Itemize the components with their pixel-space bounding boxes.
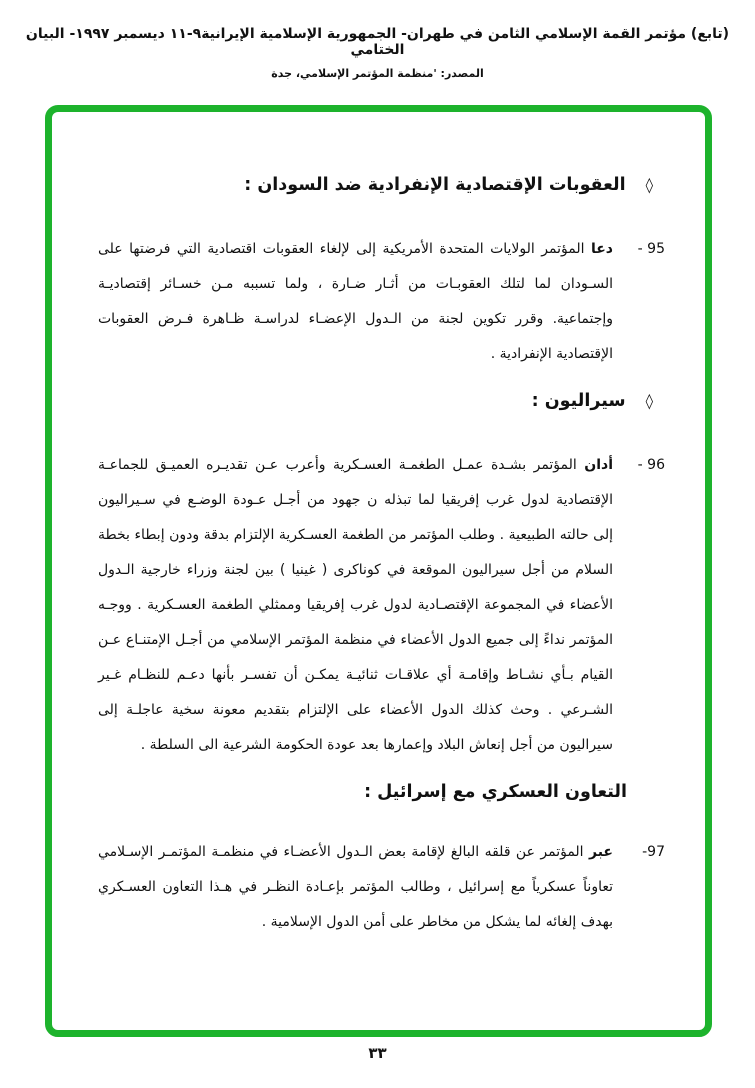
paragraph-line: السلام من أجل سيراليون الموقعة في كوناكرى ( غينيا ) بين لجنة وزراء خارجية الـدول: [98, 562, 613, 578]
paragraph-line: المؤتمر نداءً إلى جميع الدول الأعضاء في منظمة المؤتمر الإسلامي من أجـل الإمتنـاع عـن: [98, 632, 613, 648]
paragraph: [98, 448, 665, 763]
content-border-box: [45, 105, 712, 1037]
section: [98, 388, 665, 763]
paragraph-lead-word: عبر: [589, 844, 613, 860]
diamond-bullet-icon: ◊: [645, 392, 653, 410]
paragraph-line: بهدف إلغائه لما يشكل من مخاطر على أمن الدول الإسلامية .: [261, 914, 613, 930]
paragraph-line: دعا المؤتمر الولايات المتحدة الأمريكية إلى لإلغاء العقوبات اقتصادية التي فرضتها على: [98, 241, 613, 257]
section-heading: [98, 388, 653, 414]
paragraph-number: 97-: [642, 844, 665, 860]
paragraph-lines: [98, 448, 613, 763]
paragraph-line: سيراليون من أجل إنعاش البلاد وإعمارها بعد عودة الحكومة الشرعية الى السلطة .: [140, 737, 613, 753]
page-number: ٣٣: [368, 1044, 387, 1062]
header-title: (تابع) مؤتمر القمة الإسلامي الثامن في طهران- الجمهورية الإسلامية الإيرانية٩-١١ ديسمبر ١٩٩٧- البيان الختامي: [25, 26, 730, 58]
paragraph-line: الإقتصادية الإنفرادية .: [490, 346, 613, 362]
section-paragraphs: [98, 448, 665, 763]
paragraph: [98, 835, 665, 940]
paragraph-line: إلى حالته الطبيعية . وطلب المؤتمر من الطغمة العسـكرية الإلتزام بدقة ودون إبطاء بخطة: [98, 527, 613, 543]
paragraph-line: الشـرعي . وحث كذلك الدول الأعضاء على الإلتزام بتقديم معونة سخية عاجلـة إلى: [98, 702, 613, 718]
sections: [52, 112, 705, 940]
section-heading-text: العقوبات الإقتصادية الإنفرادية ضد السودان :: [244, 175, 626, 195]
section-heading: [98, 172, 653, 198]
section: [98, 779, 665, 940]
paragraph-line: أدان المؤتمر بشـدة عمـل الطغمـة العسـكرية وأعرب عـن تقديـره العميـق للجماعـة: [98, 457, 613, 473]
section: [98, 172, 665, 372]
section-heading: [98, 779, 653, 805]
section-heading-text: التعاون العسكري مع إسرائيل :: [364, 782, 627, 802]
paragraph-number: 95 -: [637, 241, 665, 257]
paragraph-line: وإجتماعية. وقرر تكوين لجنة من الـدول الإعضـاء لدراسـة ظـاهرة فـرض العقوبات: [98, 311, 613, 327]
diamond-bullet-icon: ◊: [645, 176, 653, 194]
paragraph-lines: [98, 232, 613, 372]
paragraph: [98, 232, 665, 372]
paragraph-line: عبر المؤتمر عن قلقه البالغ لإقامة بعض الـدول الأعضـاء في منظمـة المؤتمـر الإسـلامي: [98, 844, 613, 860]
page-header: [0, 0, 755, 80]
paragraph-line: السـودان لما لتلك العقوبـات من أثـار ضـارة ، ولما تسببه مـن خسـائر إقتصاديـة: [98, 276, 613, 292]
section-heading-text: سيراليون :: [531, 391, 626, 411]
paragraph-lead-word: دعا: [590, 241, 613, 257]
paragraph-line: الأعضاء في المجموعة الإقتصـادية لدول غرب إفريقيا وممثلي الطغمة العسـكرية . ووجـه: [98, 597, 613, 613]
paragraph-number: 96 -: [637, 457, 665, 473]
paragraph-line: القيام بـأي نشـاط وإقامـة أي علاقـات ثنائيـة يمكـن أن تفسـر بأنها دعـم للنظـام غـير: [98, 667, 613, 683]
section-paragraphs: [98, 835, 665, 940]
paragraph-line: تعاوناً عسكرياً مع إسرائيل ، وطالب المؤتمر بإعـادة النظـر في هـذا التعاون العسـكري: [98, 879, 613, 895]
header-source: المصدر: 'منظمة المؤتمر الإسلامي، جدة: [271, 67, 484, 80]
paragraph-line: الإقتصادية لدول غرب إفريقيا لما تبذله ن جهود من أجـل عـودة الوضـع في سـيراليون: [98, 492, 613, 508]
section-paragraphs: [98, 232, 665, 372]
paragraph-lines: [98, 835, 613, 940]
paragraph-lead-word: أدان: [584, 457, 613, 473]
